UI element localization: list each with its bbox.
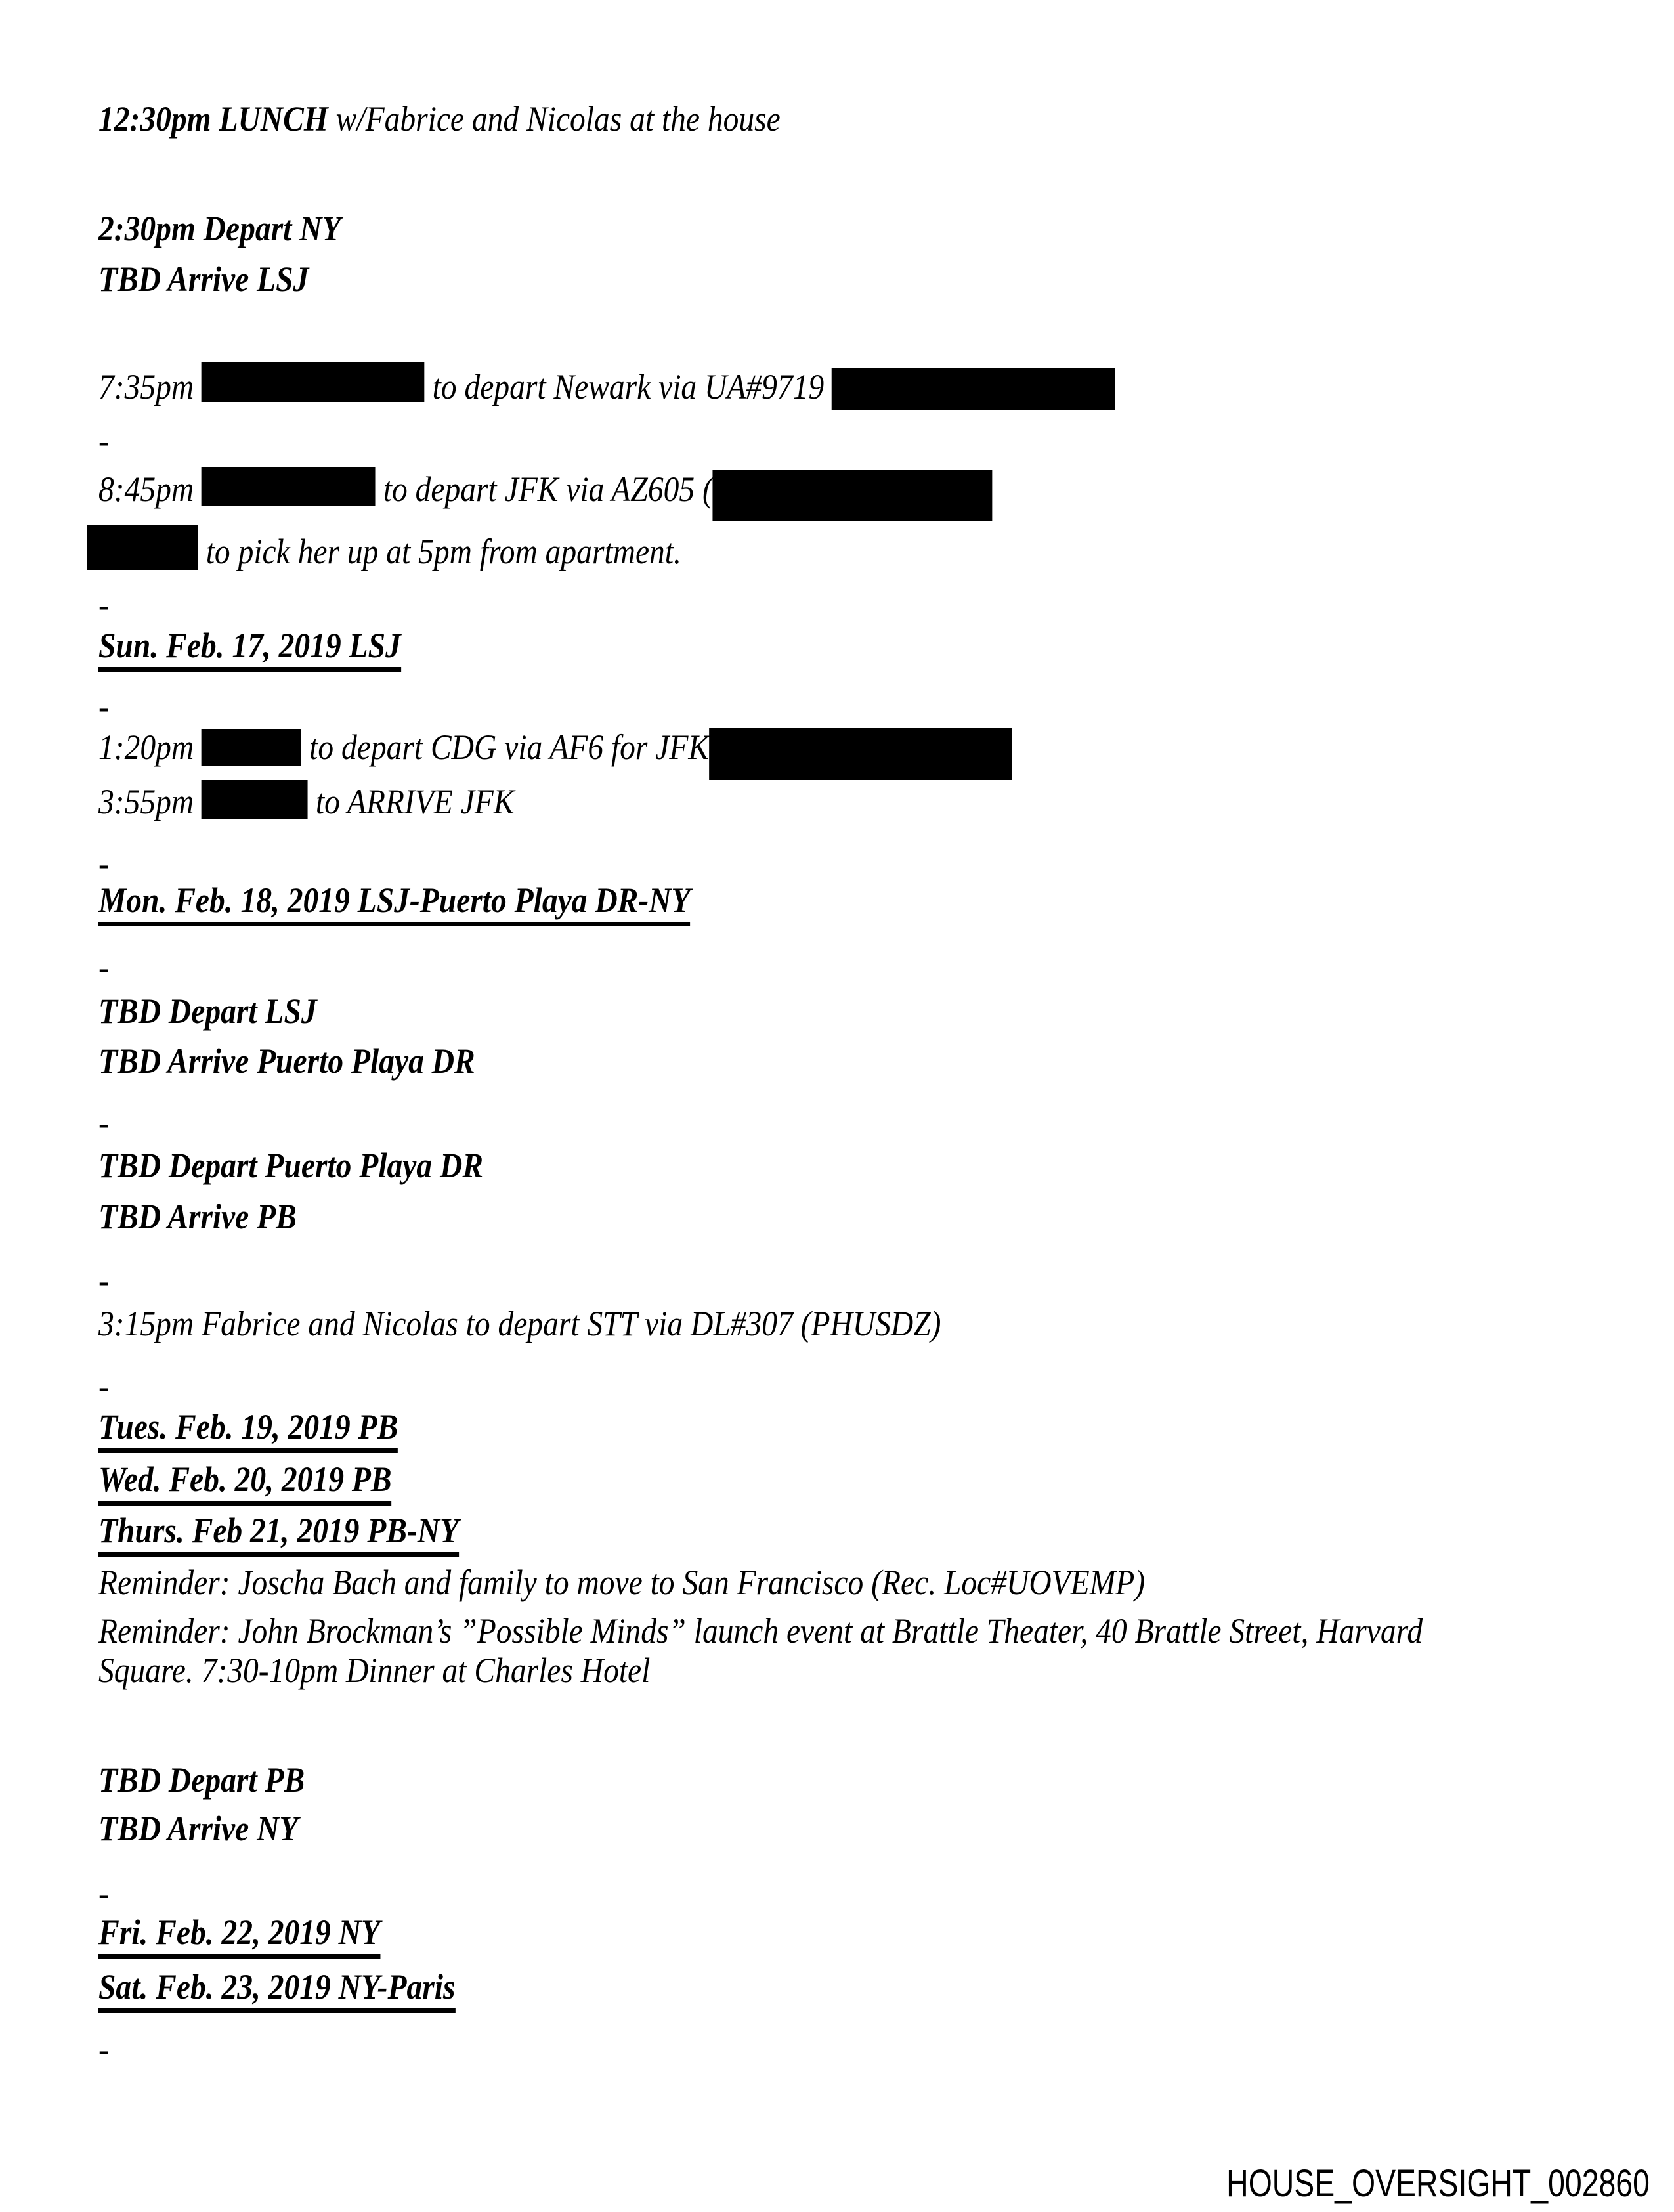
redaction-box bbox=[202, 729, 301, 766]
line-arrive-jfk bbox=[98, 780, 515, 823]
bates-number: HOUSE_OVERSIGHT_002860 bbox=[1226, 2162, 1650, 2205]
line-depart-pb: TBD Depart PB bbox=[98, 1760, 305, 1800]
jfk-time: 8:45pm bbox=[98, 469, 194, 509]
line-reminder-bach: Reminder: Joscha Bach and family to move to San Francisco (Rec. Loc#UOVEMP) bbox=[98, 1563, 1146, 1602]
line-newark-flight bbox=[98, 362, 1115, 410]
redaction-box bbox=[202, 467, 376, 506]
redaction-box bbox=[202, 362, 425, 402]
heading-tues-feb-19 bbox=[98, 1406, 398, 1453]
line-lunch bbox=[98, 98, 781, 141]
line-depart-lsj: TBD Depart LSJ bbox=[98, 991, 317, 1031]
redaction-box bbox=[713, 470, 993, 521]
heading-underlined-text: Fri. Feb. 22, 2019 NY bbox=[98, 1911, 380, 1959]
heading-underlined-text: Sun. Feb. 17, 2019 LSJ bbox=[98, 624, 401, 672]
dash-separator: - bbox=[98, 1366, 109, 1406]
arrive-jfk-detail: to ARRIVE JFK bbox=[307, 782, 515, 821]
line-depart-ny: 2:30pm Depart NY bbox=[98, 209, 341, 248]
reminder-brockman-line2: Square. 7:30-10pm Dinner at Charles Hotel bbox=[98, 1651, 651, 1690]
heading-underlined-text: Thurs. Feb 21, 2019 PB-NY bbox=[98, 1509, 459, 1557]
heading-underlined-text: Wed. Feb. 20, 2019 PB bbox=[98, 1458, 392, 1506]
dash-separator: - bbox=[98, 1261, 109, 1300]
dash-separator: - bbox=[98, 947, 109, 987]
heading-wed-feb-20 bbox=[98, 1458, 392, 1506]
heading-underlined-text: Sat. Feb. 23, 2019 NY-Paris bbox=[98, 1966, 455, 2013]
redaction-box bbox=[202, 780, 308, 819]
heading-underlined-text: Tues. Feb. 19, 2019 PB bbox=[98, 1406, 398, 1453]
dash-separator: - bbox=[98, 687, 109, 726]
heading-underlined-text: Mon. Feb. 18, 2019 LSJ-Puerto Playa DR-NY bbox=[98, 879, 691, 926]
cdg-detail: to depart CDG via AF6 for JFK bbox=[301, 727, 710, 767]
pickup-detail: to pick her up at 5pm from apartment. bbox=[198, 532, 681, 571]
line-depart-puerto-playa: TBD Depart Puerto Playa DR bbox=[98, 1146, 484, 1185]
newark-detail: to depart Newark via UA#9719 bbox=[424, 367, 832, 406]
line-pickup bbox=[87, 525, 681, 573]
line-arrive-pb: TBD Arrive PB bbox=[98, 1197, 297, 1236]
dash-separator: - bbox=[98, 1103, 109, 1142]
redaction-box bbox=[709, 728, 1012, 780]
arrive-jfk-time: 3:55pm bbox=[98, 782, 194, 821]
line-stt-flight: 3:15pm Fabrice and Nicolas to depart STT via DL#307 (PHUSDZ) bbox=[98, 1304, 941, 1343]
lunch-detail: w/Fabrice and Nicolas at the house bbox=[328, 99, 781, 139]
heading-thurs-feb-21 bbox=[98, 1509, 459, 1557]
dash-separator: - bbox=[98, 2029, 109, 2069]
heading-fri-feb-22 bbox=[98, 1911, 380, 1959]
newark-time: 7:35pm bbox=[98, 367, 194, 406]
lunch-time-label: 12:30pm LUNCH bbox=[98, 99, 328, 139]
line-arrive-puerto-playa: TBD Arrive Puerto Playa DR bbox=[98, 1041, 475, 1081]
line-jfk-flight bbox=[98, 467, 993, 521]
dash-separator: - bbox=[98, 844, 109, 883]
dash-separator: - bbox=[98, 421, 109, 460]
line-arrive-lsj: TBD Arrive LSJ bbox=[98, 259, 309, 299]
line-cdg-flight bbox=[98, 726, 1012, 780]
heading-mon-feb-18 bbox=[98, 879, 691, 926]
redaction-box bbox=[87, 525, 198, 570]
line-arrive-ny: TBD Arrive NY bbox=[98, 1809, 299, 1848]
line-reminder-brockman bbox=[98, 1611, 1423, 1690]
jfk-detail: to depart JFK via AZ605 ( bbox=[375, 469, 713, 509]
cdg-time: 1:20pm bbox=[98, 727, 194, 767]
heading-sun-feb-17 bbox=[98, 624, 401, 672]
heading-sat-feb-23 bbox=[98, 1966, 455, 2013]
dash-separator: - bbox=[98, 1873, 109, 1913]
redaction-box bbox=[832, 368, 1115, 410]
reminder-brockman-line1: Reminder: John Brockman’s ”Possible Minds” launch event at Brattle Theater, 40 Brattle Street, Harvard bbox=[98, 1611, 1423, 1651]
dash-separator: - bbox=[98, 585, 109, 624]
